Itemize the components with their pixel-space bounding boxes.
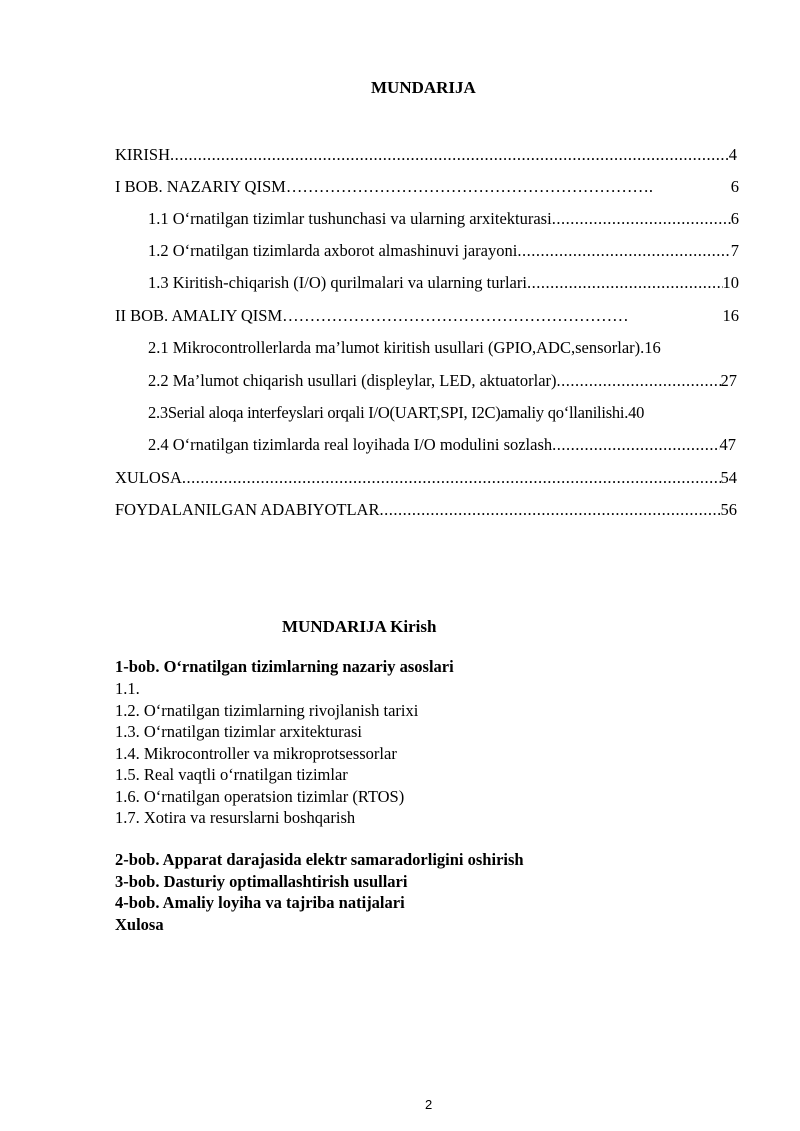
outline-chapter-2: 2-bob. Apparat darajasida elektr samaradorligini oshirish	[115, 850, 524, 869]
toc-dot-leader	[552, 209, 731, 229]
toc-entry-page: 56	[720, 500, 737, 519]
outline-item: 1.3. O‘rnatilgan tizimlar arxitekturasi	[115, 722, 362, 741]
outline-item: 1.7. Xotira va resurslarni boshqarish	[115, 808, 356, 827]
toc-entry-label: FOYDALANILGAN ADABIYOTLAR	[115, 500, 380, 519]
toc-entry-2-3[interactable]	[148, 403, 739, 423]
toc-ellipsis-leader: ………………………………………………………….	[285, 177, 653, 196]
toc-entry-adabiyotlar[interactable]	[115, 500, 737, 520]
outline-item: 1.4. Mikrocontroller va mikroprotsessorlar	[115, 744, 397, 763]
toc-entry-bob-2[interactable]	[115, 306, 739, 326]
toc-dot-leader	[517, 241, 730, 261]
toc-entry-page: 6	[730, 177, 739, 196]
toc-entry-2-4[interactable]	[148, 435, 736, 455]
toc-entry-page: 4	[728, 145, 737, 164]
outline-item: 1.6. O‘rnatilgan operatsion tizimlar (RTOS)	[115, 787, 405, 806]
page-number: 2	[425, 1097, 433, 1112]
toc-entry-page: 27	[720, 371, 737, 390]
toc-entry-bob-1[interactable]	[115, 177, 739, 197]
toc-entry-label: XULOSA	[115, 468, 182, 487]
outline-chapter-3: 3-bob. Dasturiy optimallashtirish usullari	[115, 872, 408, 891]
toc-dot-leader	[379, 500, 720, 520]
toc-entry-page: 47	[719, 435, 736, 454]
toc-dot-leader	[170, 145, 729, 165]
toc-dot-leader	[557, 371, 721, 391]
toc-entry-1-2[interactable]	[148, 241, 739, 261]
toc-entry-page: 40	[628, 403, 645, 422]
toc-entry-page: 16	[722, 306, 739, 325]
toc-entry-label: 2.4 O‘rnatilgan tizimlarda real loyihada I/O modulini sozlash	[148, 435, 553, 454]
outline-item: 1.5. Real vaqtli o‘rnatilgan tizimlar	[115, 765, 348, 784]
toc-entry-label: 2.3Serial aloqa interfeyslari orqali I/O(UART,SPI, I2C)amaliy qo‘llanilishi.	[148, 403, 629, 422]
toc-entry-page: 10	[722, 273, 739, 292]
toc-dot-leader	[552, 435, 719, 455]
toc-entry-label: 1.1 O‘rnatilgan tizimlar tushunchasi va ularning arxitekturasi	[148, 209, 552, 228]
toc-entry-label: 1.2 O‘rnatilgan tizimlarda axborot almashinuvi jarayoni	[148, 241, 518, 260]
toc-entry-label: I BOB. NAZARIY QISM	[115, 177, 286, 196]
toc-entry-xulosa[interactable]	[115, 468, 737, 488]
toc-dot-leader	[182, 468, 721, 488]
outline-title: MUNDARIJA Kirish	[282, 617, 437, 636]
toc-dot-leader	[527, 273, 723, 293]
toc-entry-kirish[interactable]	[115, 145, 737, 165]
toc-entry-2-2[interactable]	[148, 371, 737, 391]
toc-entry-label: II BOB. AMALIY QISM	[115, 306, 283, 325]
outline-conclusion: Xulosa	[115, 915, 164, 934]
outline-item: 1.2. O‘rnatilgan tizimlarning rivojlanish tarixi	[115, 701, 419, 720]
toc-entry-label: 2.2 Ma’lumot chiqarish usullari (displeylar, LED, aktuatorlar)	[148, 371, 557, 390]
toc-entry-page: 7	[730, 241, 739, 260]
toc-entry-label: 2.1 Mikrocontrollerlarda ma’lumot kiritish usullari (GPIO,ADC,sensorlar)	[148, 338, 641, 357]
outline-item: 1.1.	[115, 679, 140, 698]
toc-entry-page: .16	[640, 338, 661, 357]
toc-entry-1-1[interactable]	[148, 209, 739, 229]
toc-entry-2-1[interactable]	[148, 338, 739, 358]
toc-entry-page: 54	[720, 468, 737, 487]
outline-chapter-4: 4-bob. Amaliy loyiha va tajriba natijalari	[115, 893, 405, 912]
toc-entry-label: KIRISH	[115, 145, 171, 164]
toc-title: MUNDARIJA	[371, 78, 476, 97]
toc-entry-1-3[interactable]	[148, 273, 739, 293]
toc-entry-label: 1.3 Kiritish-chiqarish (I/O) qurilmalari va ularning turlari	[148, 273, 527, 292]
outline-chapter-1: 1-bob. O‘rnatilgan tizimlarning nazariy asoslari	[115, 657, 454, 676]
toc-entry-page: 6	[730, 209, 739, 228]
toc-ellipsis-leader: ………………………………………………………	[282, 306, 629, 325]
